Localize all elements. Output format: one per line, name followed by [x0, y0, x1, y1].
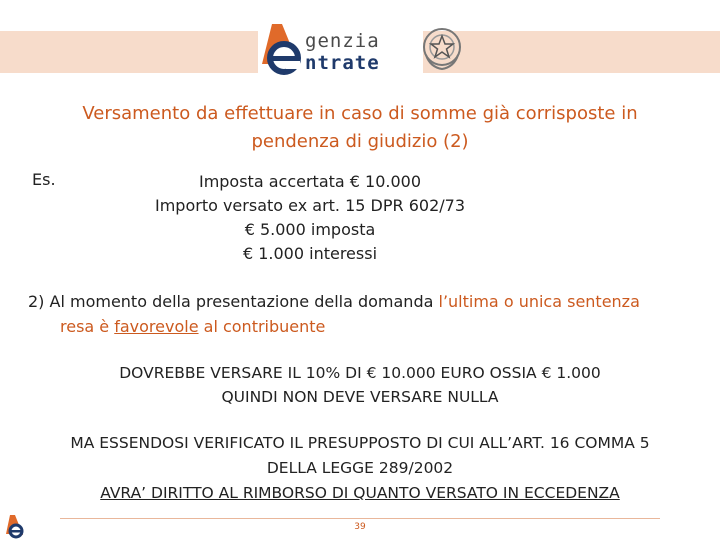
example-block — [140, 170, 480, 266]
ma-line3: AVRA’ DIRITTO AL RIMBORSO DI QUANTO VERSATO IN ECCEDENZA — [100, 484, 620, 502]
agenzia-entrate-logo — [258, 18, 423, 78]
p2-text: 2) Al momento della presentazione della domanda — [28, 292, 439, 311]
example-line-imposta: € 5.000 imposta — [244, 220, 376, 239]
p2-highlight-resa: resa è — [60, 317, 115, 336]
dovrebbe-line1: DOVREBBE VERSARE IL 10% DI € 10.000 EURO OSSIA € 1.000 — [119, 364, 601, 382]
example-label: Es. — [32, 170, 56, 189]
p2-highlight-contribuente: al contribuente — [198, 317, 326, 336]
footer-logo-icon — [4, 513, 32, 539]
p2-highlight-sentenza: l’ultima o unica sentenza — [438, 292, 640, 311]
example-line-accertata: Imposta accertata € 10.000 — [198, 172, 422, 191]
example-line-interessi: € 1.000 interessi — [242, 244, 378, 263]
page-number: 39 — [354, 522, 366, 532]
slide-title-line2: pendenza di giudizio (2) — [251, 131, 469, 152]
dovrebbe-line2: QUINDI NON DEVE VERSARE NULLA — [221, 388, 499, 406]
ma-line1: MA ESSENDOSI VERIFICATO IL PRESUPPOSTO DI CUI ALL’ART. 16 COMMA 5 — [70, 434, 650, 452]
logo-word-genzia: genzia — [305, 30, 380, 52]
rimborso-block — [20, 431, 700, 506]
example-line-versato: Importo versato ex art. 15 DPR 602/73 — [154, 196, 465, 215]
ma-line2: DELLA LEGGE 289/2002 — [266, 459, 454, 477]
logo-word-ntrate: ntrate — [305, 52, 380, 74]
dovrebbe-versare-block — [60, 361, 660, 409]
slide-title-line1: Versamento da effettuare in caso di somme già corrisposte in — [82, 103, 638, 124]
slide-title — [40, 100, 680, 156]
paragraph-2 — [28, 289, 698, 339]
footer-divider — [60, 518, 660, 519]
p2-highlight-favorevole: favorevole — [114, 317, 199, 336]
p2-line2 — [28, 314, 698, 339]
italian-republic-emblem-icon — [420, 25, 464, 73]
